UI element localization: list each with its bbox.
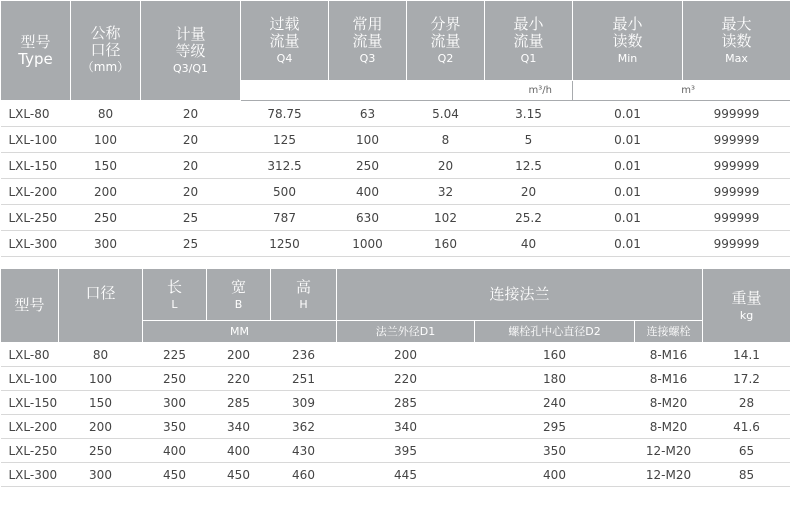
table-cell: 14.1 <box>703 343 790 367</box>
table-row <box>1 391 790 415</box>
table-cell: 8-M20 <box>635 391 703 415</box>
table-cell: 362 <box>271 415 337 439</box>
table-cell: 630 <box>329 205 407 231</box>
table-cell: 251 <box>271 367 337 391</box>
table-cell: 150 <box>59 391 143 415</box>
table-cell: 250 <box>59 439 143 463</box>
table-cell: 220 <box>337 367 475 391</box>
table-cell: 400 <box>475 463 635 487</box>
table-cell: 0.01 <box>573 153 683 179</box>
table-cell: 300 <box>71 231 141 257</box>
table-cell: 400 <box>329 179 407 205</box>
table-cell: 25.2 <box>485 205 573 231</box>
table-cell: 17.2 <box>703 367 790 391</box>
table-cell: LXL-200 <box>1 415 59 439</box>
table-cell: 20 <box>141 153 241 179</box>
table-cell: 41.6 <box>703 415 790 439</box>
table-cell: 999999 <box>683 127 790 153</box>
table-cell: LXL-250 <box>1 439 59 463</box>
table-cell: 250 <box>329 153 407 179</box>
table-cell: 999999 <box>683 205 790 231</box>
table-cell: 20 <box>141 179 241 205</box>
table-cell: 20 <box>407 153 485 179</box>
table-cell: 340 <box>207 415 271 439</box>
header-height: 高 H <box>271 269 337 321</box>
header-overload-flow: 过载 流量 Q4 <box>241 1 329 81</box>
table-row <box>1 415 790 439</box>
table-cell: 180 <box>475 367 635 391</box>
table-cell: 787 <box>241 205 329 231</box>
header-bolt-circle: 螺栓孔中心直径D2 <box>475 321 635 343</box>
table-cell: 200 <box>337 343 475 367</box>
table-cell: 240 <box>475 391 635 415</box>
table-cell: 250 <box>143 367 207 391</box>
table-cell: LXL-80 <box>1 343 59 367</box>
table-cell: 309 <box>271 391 337 415</box>
table-cell: 20 <box>141 101 241 127</box>
header-permanent-flow: 常用 流量 Q3 <box>329 1 407 81</box>
header-bolts: 连接螺栓 <box>635 321 703 343</box>
table-cell: 8-M20 <box>635 415 703 439</box>
flow-header-row <box>1 1 790 81</box>
table-cell: 999999 <box>683 101 790 127</box>
header-min-reading: 最小 读数 Min <box>573 1 683 81</box>
table-cell: 340 <box>337 415 475 439</box>
table-cell: 999999 <box>683 153 790 179</box>
table-cell: 32 <box>407 179 485 205</box>
table-cell: 312.5 <box>241 153 329 179</box>
dim-header-row <box>1 269 790 321</box>
table-cell: 300 <box>143 391 207 415</box>
header-metering-class: 计量 等级 Q3/Q1 <box>141 1 241 101</box>
table-cell: 0.01 <box>573 101 683 127</box>
table-cell: 200 <box>59 415 143 439</box>
table-cell: 12-M20 <box>635 439 703 463</box>
table-row <box>1 463 790 487</box>
table-cell: 460 <box>271 463 337 487</box>
table-cell: 5.04 <box>407 101 485 127</box>
table-cell: 285 <box>207 391 271 415</box>
table-cell: 400 <box>143 439 207 463</box>
table-cell: 40 <box>485 231 573 257</box>
table-cell: 450 <box>143 463 207 487</box>
table-cell: 236 <box>271 343 337 367</box>
table-row <box>1 127 790 153</box>
header-width: 宽 B <box>207 269 271 321</box>
table-cell: 250 <box>71 205 141 231</box>
table-cell: 3.15 <box>485 101 573 127</box>
header-weight: 重量 kg <box>703 269 790 343</box>
header-flange-od: 法兰外径D1 <box>337 321 475 343</box>
header-transitional-flow: 分界 流量 Q2 <box>407 1 485 81</box>
flow-spec-table <box>0 0 790 257</box>
header-length: 长 L <box>143 269 207 321</box>
table-cell: 500 <box>241 179 329 205</box>
unit-flow: m³/h <box>241 81 573 101</box>
table-cell: 102 <box>407 205 485 231</box>
table-cell: 25 <box>141 205 241 231</box>
table-cell: 5 <box>485 127 573 153</box>
table-cell: 200 <box>71 179 141 205</box>
table-cell: 430 <box>271 439 337 463</box>
table-cell: 0.01 <box>573 205 683 231</box>
table-cell: 350 <box>143 415 207 439</box>
table-cell: 28 <box>703 391 790 415</box>
table-cell: 395 <box>337 439 475 463</box>
table-cell: 0.01 <box>573 231 683 257</box>
table-cell: 1000 <box>329 231 407 257</box>
table-cell: 125 <box>241 127 329 153</box>
table-row <box>1 231 790 257</box>
table-cell: 80 <box>59 343 143 367</box>
table-cell: 445 <box>337 463 475 487</box>
table-row <box>1 179 790 205</box>
header-type: 型号 Type <box>1 1 71 101</box>
table-cell: 12-M20 <box>635 463 703 487</box>
table-cell: 100 <box>329 127 407 153</box>
table-cell: 160 <box>407 231 485 257</box>
table-cell: 160 <box>475 343 635 367</box>
table-cell: LXL-150 <box>1 153 71 179</box>
table-cell: LXL-80 <box>1 101 71 127</box>
table-cell: 8-M16 <box>635 367 703 391</box>
table-cell: LXL-150 <box>1 391 59 415</box>
table-cell: 0.01 <box>573 127 683 153</box>
table-cell: 150 <box>71 153 141 179</box>
table-cell: 220 <box>207 367 271 391</box>
table-cell: LXL-100 <box>1 367 59 391</box>
table-cell: LXL-250 <box>1 205 71 231</box>
table-cell: 1250 <box>241 231 329 257</box>
header-bore-2: 口径 <box>59 269 143 343</box>
table-cell: 85 <box>703 463 790 487</box>
table-cell: 100 <box>59 367 143 391</box>
table-cell: 20 <box>485 179 573 205</box>
table-cell: LXL-300 <box>1 463 59 487</box>
table-cell: 100 <box>71 127 141 153</box>
footer-strip <box>0 517 790 530</box>
table-cell: LXL-300 <box>1 231 71 257</box>
dimension-spec-table <box>0 268 790 487</box>
table-cell: 12.5 <box>485 153 573 179</box>
table-cell: 0.01 <box>573 179 683 205</box>
table-cell: 450 <box>207 463 271 487</box>
table-cell: 78.75 <box>241 101 329 127</box>
table-row <box>1 153 790 179</box>
table-cell: 20 <box>141 127 241 153</box>
table-cell: 200 <box>207 343 271 367</box>
unit-reading: m³ <box>573 81 790 101</box>
table-cell: 80 <box>71 101 141 127</box>
table-cell: 350 <box>475 439 635 463</box>
table-cell: 25 <box>141 231 241 257</box>
table-row <box>1 439 790 463</box>
table-cell: 8 <box>407 127 485 153</box>
unit-mm: MM <box>143 321 337 343</box>
table-cell: 400 <box>207 439 271 463</box>
header-minimum-flow: 最小 流量 Q1 <box>485 1 573 81</box>
table-cell: 300 <box>59 463 143 487</box>
table-cell: LXL-200 <box>1 179 71 205</box>
table-row <box>1 367 790 391</box>
table-cell: 285 <box>337 391 475 415</box>
table-cell: 8-M16 <box>635 343 703 367</box>
table-cell: 999999 <box>683 179 790 205</box>
header-type-2: 型号 <box>1 269 59 343</box>
header-max-reading: 最大 读数 Max <box>683 1 790 81</box>
table-row <box>1 343 790 367</box>
table-row <box>1 101 790 127</box>
table-cell: 225 <box>143 343 207 367</box>
table-cell: 295 <box>475 415 635 439</box>
table-cell: 65 <box>703 439 790 463</box>
table-cell: 63 <box>329 101 407 127</box>
table-row <box>1 205 790 231</box>
table-cell: 999999 <box>683 231 790 257</box>
table-cell: LXL-100 <box>1 127 71 153</box>
header-connection-flange: 连接法兰 <box>337 269 703 321</box>
header-nominal-bore: 公称 口径 （mm） <box>71 1 141 101</box>
